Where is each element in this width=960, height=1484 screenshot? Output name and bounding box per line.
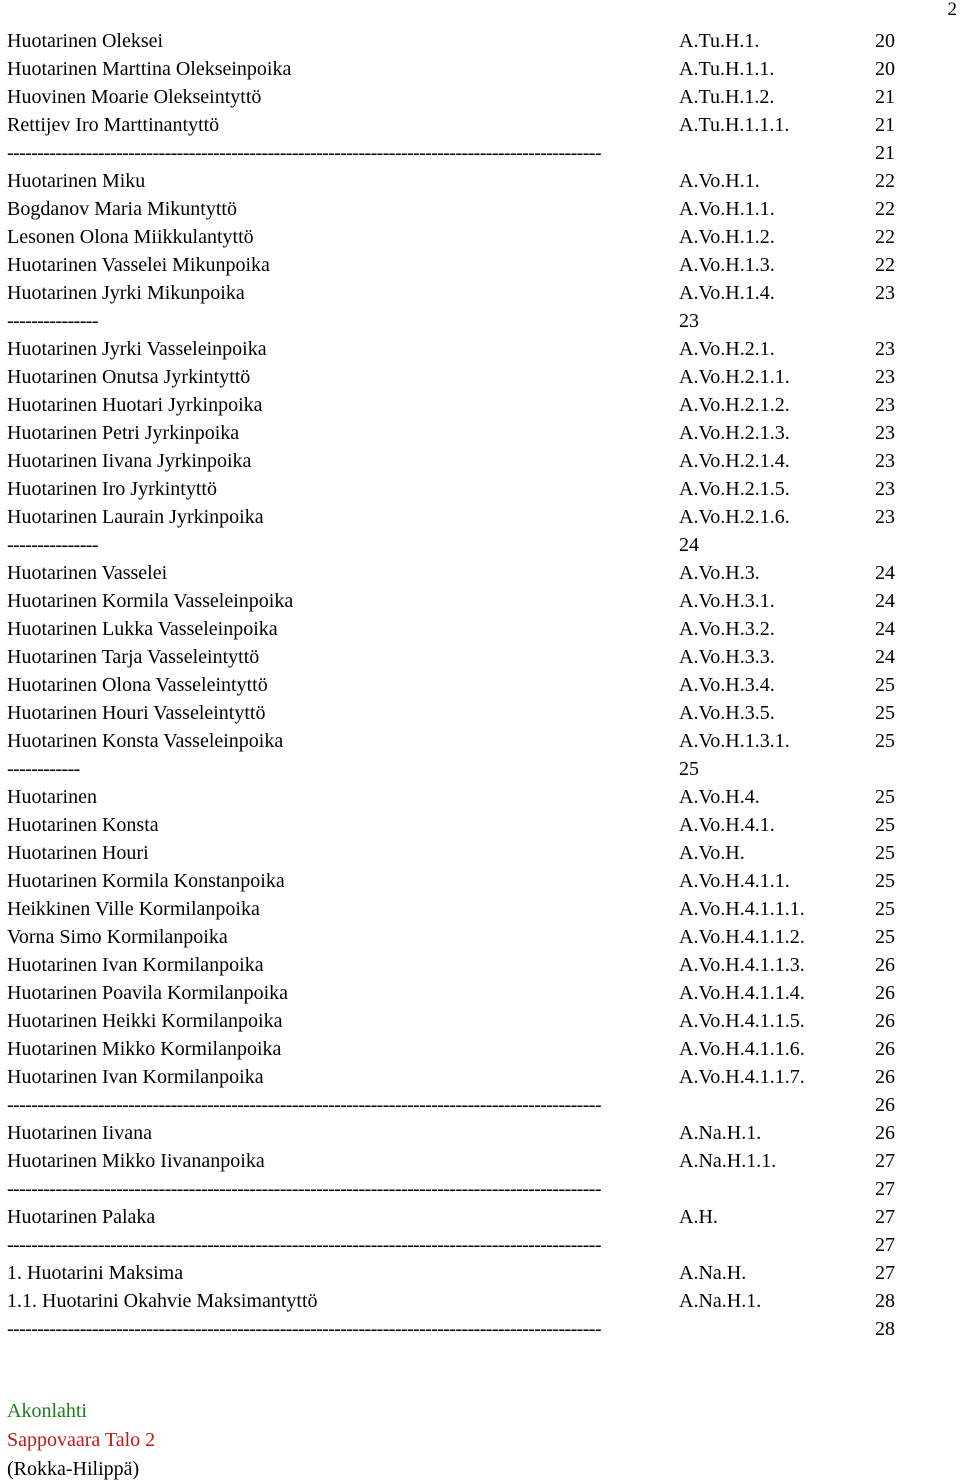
entry-code: A.Vo.H.1.3.1. [679, 730, 790, 752]
entry-code: A.Vo.H.3.1. [679, 590, 775, 612]
entry-page-number: 23 [875, 478, 895, 500]
entry-name: Vorna Simo Kormilanpoika [7, 926, 228, 948]
entry-page-number: 25 [875, 842, 895, 864]
entry-page-number: 27 [875, 1150, 895, 1172]
toc-row [7, 475, 907, 503]
entry-page-number: 25 [875, 702, 895, 724]
entry-page-number: 22 [875, 226, 895, 248]
entry-code: A.Vo.H.4.1.1.5. [679, 1010, 805, 1032]
entry-code: A.Vo.H.3.4. [679, 674, 775, 696]
entry-page-number: 20 [875, 58, 895, 80]
toc-row [7, 1287, 907, 1315]
entry-page-number: 23 [875, 366, 895, 388]
entry-page-number: 27 [875, 1234, 895, 1256]
entry-page-number: 21 [875, 86, 895, 108]
entry-code: A.Vo.H.4.1.1.2. [679, 926, 805, 948]
toc-row [7, 503, 907, 531]
entry-page-number: 23 [875, 450, 895, 472]
toc-row [7, 335, 907, 363]
footer-house: Sappovaara Talo 2 [7, 1429, 156, 1451]
entry-code: A.Vo.H.2.1.5. [679, 478, 790, 500]
entry-page-number: 25 [875, 898, 895, 920]
entry-code: A.Vo.H.2.1.1. [679, 366, 790, 388]
entry-page-number: 25 [875, 786, 895, 808]
entry-page-number: 26 [875, 1038, 895, 1060]
toc-row [7, 419, 907, 447]
page-number: 2 [947, 0, 957, 20]
toc-row [7, 615, 907, 643]
toc-row [7, 895, 907, 923]
entry-name: 1. Huotarini Maksima [7, 1262, 184, 1284]
footer-note: (Rokka-Hilippä) [7, 1458, 140, 1480]
toc-row [7, 951, 907, 979]
toc-row [7, 1119, 907, 1147]
entry-code: A.Vo.H.3.2. [679, 618, 775, 640]
entry-code: A.Vo.H. [679, 842, 745, 864]
toc-row [7, 587, 907, 615]
entry-code: A.Vo.H.4. [679, 786, 760, 808]
entry-page-number: 27 [875, 1262, 895, 1284]
entry-name: Huotarinen Kormila Vasseleinpoika [7, 590, 294, 612]
toc-row [7, 55, 907, 83]
entry-page-number: 27 [875, 1206, 895, 1228]
entry-code: A.Na.H.1. [679, 1122, 762, 1144]
entry-code: A.Tu.H.1. [679, 30, 760, 52]
entry-name: Huotarinen Mikko Kormilanpoika [7, 1038, 282, 1060]
entry-code: A.Vo.H.1.1. [679, 198, 775, 220]
entry-name: Huotarinen Vasselei Mikunpoika [7, 254, 270, 276]
entry-name: Huotarinen Konsta Vasseleinpoika [7, 730, 284, 752]
toc-row [7, 559, 907, 587]
entry-name: Huotarinen Konsta [7, 814, 159, 836]
entry-code: A.Na.H.1. [679, 1290, 762, 1312]
entry-page-number: 24 [679, 534, 699, 556]
entry-page-number: 21 [875, 142, 895, 164]
entry-name: Huovinen Moarie Olekseintyttö [7, 86, 262, 108]
entry-name: Bogdanov Maria Mikuntyttö [7, 198, 237, 220]
entry-code: A.Vo.H.1. [679, 170, 760, 192]
toc-row [7, 391, 907, 419]
entry-code: A.Vo.H.4.1.1.6. [679, 1038, 805, 1060]
entry-name: Huotarinen Jyrki Vasseleinpoika [7, 338, 267, 360]
entry-page-number: 22 [875, 170, 895, 192]
entry-page-number: 25 [875, 814, 895, 836]
entry-code: A.Vo.H.4.1.1.3. [679, 954, 805, 976]
entry-code: A.Vo.H.4.1. [679, 814, 775, 836]
entry-code: A.Vo.H.1.4. [679, 282, 775, 304]
entry-name: Huotarinen Iro Jyrkintyttö [7, 478, 217, 500]
entry-page-number: 25 [875, 730, 895, 752]
entry-page-number: 23 [875, 506, 895, 528]
toc-row [7, 1259, 907, 1287]
separator-row [7, 139, 907, 167]
entry-name: Lesonen Olona Miikkulantyttö [7, 226, 254, 248]
toc-row [7, 979, 907, 1007]
toc-row [7, 867, 907, 895]
separator-dashes: --------------- [7, 310, 98, 332]
entry-code: A.Vo.H.2.1.3. [679, 422, 790, 444]
entry-code: A.Vo.H.2.1. [679, 338, 775, 360]
entry-code: A.Vo.H.3. [679, 562, 760, 584]
separator-dashes: -------------------------------------------------------------------------------------------------- [7, 1234, 601, 1256]
entry-page-number: 23 [875, 394, 895, 416]
toc-row [7, 699, 907, 727]
entry-page-number: 23 [875, 338, 895, 360]
entry-name: Huotarinen Marttina Olekseinpoika [7, 58, 292, 80]
footer-place: Akonlahti [7, 1400, 87, 1422]
separator-row [7, 307, 907, 335]
entry-page-number: 26 [875, 954, 895, 976]
entry-name: Huotarinen Kormila Konstanpoika [7, 870, 285, 892]
entry-page-number: 28 [875, 1290, 895, 1312]
entry-code: A.Vo.H.3.5. [679, 702, 775, 724]
toc-row [7, 363, 907, 391]
entry-page-number: 22 [875, 254, 895, 276]
separator-row [7, 531, 907, 559]
toc-row [7, 251, 907, 279]
entry-page-number: 26 [875, 982, 895, 1004]
entry-page-number: 26 [875, 1122, 895, 1144]
entry-page-number: 25 [679, 758, 699, 780]
entry-code: A.Vo.H.4.1.1.4. [679, 982, 805, 1004]
toc-row [7, 1035, 907, 1063]
separator-dashes: -------------------------------------------------------------------------------------------------- [7, 1094, 601, 1116]
entry-page-number: 26 [875, 1066, 895, 1088]
entry-code: A.Tu.H.1.1.1. [679, 114, 790, 136]
entry-page-number: 24 [875, 646, 895, 668]
entry-code: A.Vo.H.1.3. [679, 254, 775, 276]
toc-row [7, 27, 907, 55]
entry-name: Huotarinen Onutsa Jyrkintyttö [7, 366, 251, 388]
toc-row [7, 1147, 907, 1175]
entry-page-number: 28 [875, 1318, 895, 1340]
separator-dashes: -------------------------------------------------------------------------------------------------- [7, 142, 601, 164]
entry-name: Huotarinen Oleksei [7, 30, 164, 52]
entry-name: Huotarinen Poavila Kormilanpoika [7, 982, 289, 1004]
entry-name: Huotarinen Houri [7, 842, 149, 864]
entry-page-number: 23 [875, 282, 895, 304]
entry-page-number: 25 [875, 870, 895, 892]
entry-code: A.Na.H. [679, 1262, 747, 1284]
entry-page-number: 24 [875, 562, 895, 584]
entry-code: A.H. [679, 1206, 718, 1228]
entry-page-number: 23 [679, 310, 699, 332]
entry-code: A.Vo.H.4.1.1.1. [679, 898, 805, 920]
entry-name: Huotarinen Palaka [7, 1206, 156, 1228]
entry-page-number: 22 [875, 198, 895, 220]
entry-code: A.Vo.H.2.1.6. [679, 506, 790, 528]
toc-row [7, 923, 907, 951]
entry-page-number: 24 [875, 618, 895, 640]
entry-name: Huotarinen Miku [7, 170, 146, 192]
entry-name: Huotarinen Vasselei [7, 562, 168, 584]
entry-name: Huotarinen Laurain Jyrkinpoika [7, 506, 264, 528]
entry-page-number: 27 [875, 1178, 895, 1200]
separator-row [7, 1315, 907, 1343]
separator-dashes: -------------------------------------------------------------------------------------------------- [7, 1318, 601, 1340]
toc-row [7, 643, 907, 671]
entry-code: A.Vo.H.2.1.4. [679, 450, 790, 472]
footer [7, 1397, 155, 1484]
entry-name: Huotarinen Ivan Kormilanpoika [7, 1066, 264, 1088]
entry-name: Huotarinen Petri Jyrkinpoika [7, 422, 240, 444]
toc-row [7, 83, 907, 111]
toc-row [7, 727, 907, 755]
entry-code: A.Vo.H.2.1.2. [679, 394, 790, 416]
entry-code: A.Vo.H.4.1.1.7. [679, 1066, 805, 1088]
toc-row [7, 1007, 907, 1035]
entry-name: Heikkinen Ville Kormilanpoika [7, 898, 260, 920]
entry-code: A.Vo.H.4.1.1. [679, 870, 790, 892]
entry-name: Huotarinen [7, 786, 97, 808]
toc-row [7, 167, 907, 195]
entry-page-number: 23 [875, 422, 895, 444]
separator-row [7, 755, 907, 783]
entry-code: A.Vo.H.3.3. [679, 646, 775, 668]
entry-page-number: 26 [875, 1010, 895, 1032]
separator-dashes: -------------------------------------------------------------------------------------------------- [7, 1178, 601, 1200]
entry-name: Huotarinen Huotari Jyrkinpoika [7, 394, 263, 416]
toc-row [7, 223, 907, 251]
separator-row [7, 1091, 907, 1119]
toc-row [7, 195, 907, 223]
entry-page-number: 24 [875, 590, 895, 612]
entry-name: 1.1. Huotarini Okahvie Maksimantyttö [7, 1290, 318, 1312]
separator-row [7, 1231, 907, 1259]
entry-name: Huotarinen Iivana Jyrkinpoika [7, 450, 252, 472]
separator-dashes: ------------ [7, 758, 80, 780]
toc-row [7, 671, 907, 699]
toc-row [7, 783, 907, 811]
entry-page-number: 25 [875, 926, 895, 948]
entry-page-number: 21 [875, 114, 895, 136]
entry-code: A.Tu.H.1.2. [679, 86, 775, 108]
entry-page-number: 25 [875, 674, 895, 696]
entry-name: Huotarinen Lukka Vasseleinpoika [7, 618, 278, 640]
toc-row [7, 1203, 907, 1231]
toc-row [7, 811, 907, 839]
toc-row [7, 1063, 907, 1091]
entry-code: A.Vo.H.1.2. [679, 226, 775, 248]
entry-name: Huotarinen Ivan Kormilanpoika [7, 954, 264, 976]
entry-name: Huotarinen Mikko Iivananpoika [7, 1150, 265, 1172]
toc-row [7, 839, 907, 867]
entry-name: Huotarinen Olona Vasseleintyttö [7, 674, 268, 696]
entry-name: Huotarinen Iivana [7, 1122, 152, 1144]
table-of-contents [7, 27, 907, 1343]
entry-name: Huotarinen Tarja Vasseleintyttö [7, 646, 260, 668]
toc-row [7, 111, 907, 139]
entry-name: Rettijev Iro Marttinantyttö [7, 114, 220, 136]
entry-name: Huotarinen Heikki Kormilanpoika [7, 1010, 283, 1032]
entry-name: Huotarinen Jyrki Mikunpoika [7, 282, 245, 304]
entry-page-number: 26 [875, 1094, 895, 1116]
entry-code: A.Na.H.1.1. [679, 1150, 777, 1172]
toc-row [7, 279, 907, 307]
entry-code: A.Tu.H.1.1. [679, 58, 775, 80]
entry-page-number: 20 [875, 30, 895, 52]
separator-dashes: --------------- [7, 534, 98, 556]
entry-name: Huotarinen Houri Vasseleintyttö [7, 702, 266, 724]
toc-row [7, 447, 907, 475]
separator-row [7, 1175, 907, 1203]
